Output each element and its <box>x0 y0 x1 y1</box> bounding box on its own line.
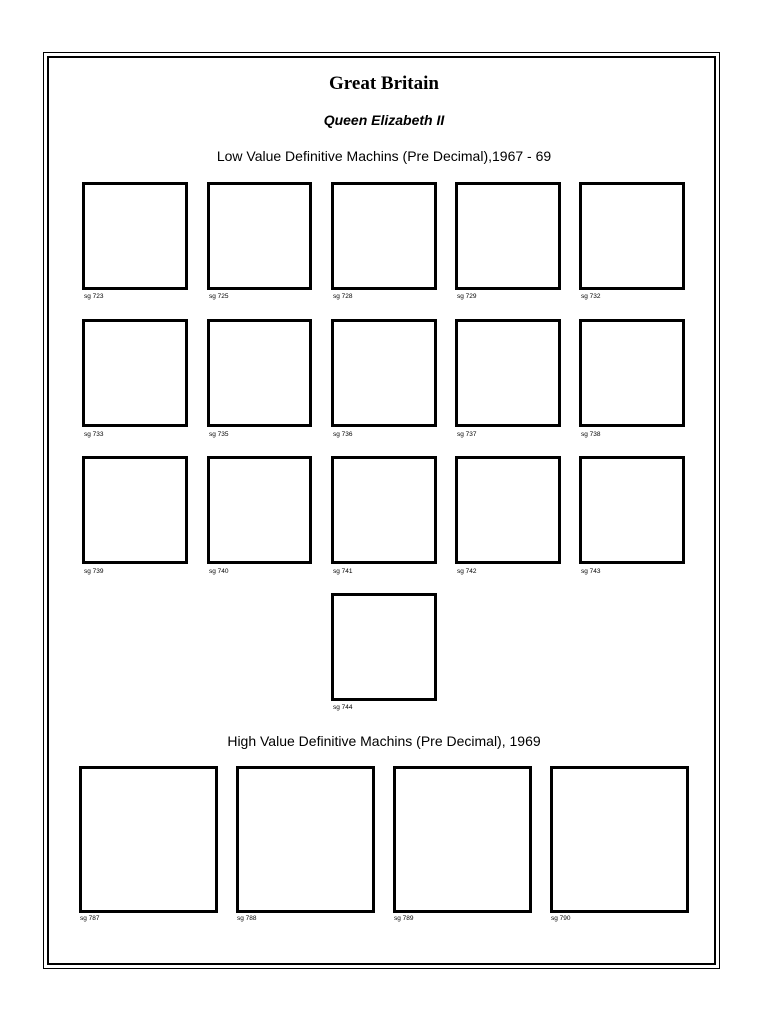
stamp-label: sg 788 <box>237 915 257 922</box>
stamp-box <box>579 182 685 290</box>
stamp-label: sg 733 <box>84 431 104 438</box>
section-heading-low-value: Low Value Definitive Machins (Pre Decimal),1967 - 69 <box>216 148 552 164</box>
stamp-label: sg 725 <box>209 293 229 300</box>
stamp-label: sg 790 <box>551 915 571 922</box>
stamp-label: sg 789 <box>394 915 414 922</box>
stamp-box <box>331 456 437 564</box>
stamp-label: sg 735 <box>209 431 229 438</box>
section-heading-high-value: High Value Definitive Machins (Pre Decimal), 1969 <box>227 733 541 749</box>
stamp-box <box>82 182 188 290</box>
stamp-box <box>455 182 561 290</box>
stamp-label: sg 744 <box>333 704 353 711</box>
stamp-box <box>82 456 188 564</box>
stamp-box <box>331 319 437 427</box>
stamp-label: sg 740 <box>209 568 229 575</box>
stamp-label: sg 742 <box>457 568 477 575</box>
stamp-label: sg 743 <box>581 568 601 575</box>
stamp-label: sg 741 <box>333 568 353 575</box>
stamp-label: sg 729 <box>457 293 477 300</box>
stamp-box <box>393 766 532 913</box>
stamp-box <box>331 593 437 701</box>
stamp-label: sg 738 <box>581 431 601 438</box>
stamp-label: sg 723 <box>84 293 104 300</box>
page-subtitle: Queen Elizabeth II <box>323 112 445 128</box>
stamp-label: sg 737 <box>457 431 477 438</box>
stamp-label: sg 728 <box>333 293 353 300</box>
stamp-box <box>207 456 312 564</box>
page-title: Great Britain <box>329 73 439 94</box>
stamp-box <box>82 319 188 427</box>
stamp-box <box>79 766 218 913</box>
stamp-box <box>455 456 561 564</box>
stamp-box <box>207 319 312 427</box>
stamp-box <box>579 456 685 564</box>
stamp-box <box>207 182 312 290</box>
stamp-box <box>550 766 689 913</box>
stamp-label: sg 736 <box>333 431 353 438</box>
stamp-label: sg 787 <box>80 915 100 922</box>
stamp-label: sg 739 <box>84 568 104 575</box>
stamp-box <box>455 319 561 427</box>
stamp-box <box>331 182 437 290</box>
stamp-label: sg 732 <box>581 293 601 300</box>
stamp-box <box>236 766 375 913</box>
stamp-box <box>579 319 685 427</box>
